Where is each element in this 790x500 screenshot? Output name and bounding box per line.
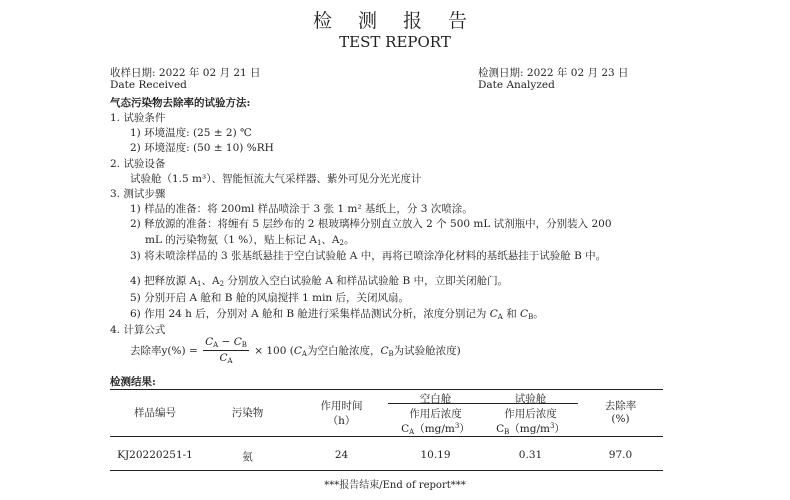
step-5: 5) 分别开启 A 舱和 B 舱的风扇搅拌 1 min 后，关闭风扇。 [130,292,410,304]
date-analyzed [478,65,629,80]
date-received-label-en: Date Received [110,79,187,91]
col-header-rate-unit: (%) [611,413,630,425]
formula: 去除率y(%) = $\frac{C_A - C_B}{C_A}$ × 100 ($C_A$为空白舱浓度，$C_B$为试验舱浓度) [130,336,461,365]
section-equipment-title: 2. 试验设备 [110,158,166,170]
step-3: 3) 将未喷涂样品的 3 张基纸悬挂于空白试验舱 A 中，再将已喷涂净化材料的基纸悬挂于试验舱 B 中。 [130,250,607,262]
col-header-time: 作用时间 [320,400,363,412]
condition-temperature: 1) 环境温度: (25 ± 2) ℃ [130,127,252,139]
formula-fraction: $\frac{C_A - C_B}{C_A}$ [205,336,247,365]
report-title-cn: 检 测 报 告 [312,10,478,32]
col-header-sample-id: 样品编号 [134,407,176,419]
step-6: 6) 作用 24 h 后，分别对 A 舱和 B 舱进行采集样品测试分析，浓度分别记为 $C_A$ 和 $C_B$。 [130,308,544,321]
date-analyzed-value: 2022 年 02 月 23 日 [526,67,629,79]
section-formula-title: 4. 计算公式 [110,324,166,336]
table-top-rule [110,389,663,390]
results-heading: 检测结果: [110,376,156,388]
cell-time: 24 [334,449,349,461]
table-header-rule [110,436,663,437]
date-analyzed-label-en: Date Analyzed [478,79,555,91]
col-header-rate: 去除率 [604,400,637,412]
cell-removal-rate: 97.0 [608,449,633,461]
date-analyzed-label: 检测日期: [478,67,524,79]
section-conditions-title: 1. 试验条件 [110,112,166,124]
col-header-blank-unit: $C_A(mg/m^3)$ [401,422,470,436]
cell-blank-conc: 10.19 [420,449,451,461]
step-2-line1: 2) 释放源的准备：将缠有 5 层纱布的 2 根玻璃棒分别直立放入 2 个 500 mL 试剂瓶中，分别装入 200 [130,218,612,230]
date-received [110,65,261,80]
cell-pollutant: 氨 [242,451,253,463]
col-header-test-sub: 作用后浓度 [504,408,557,420]
col-header-test: 试验舱 [514,393,547,405]
section-steps-title: 3. 测试步骤 [110,188,166,200]
report-title-en: TEST REPORT [339,33,451,51]
col-header-pollutant: 污染物 [231,407,264,419]
formula-prefix: 去除率y(%) = [130,345,198,357]
equipment-list: 试验舱（1.5 m³）、智能恒流大气采样器、紫外可见分光光度计 [130,173,422,185]
date-received-value: 2022 年 02 月 21 日 [158,67,261,79]
condition-humidity: 2) 环境湿度: (50 ± 10) %RH [130,142,274,154]
col-header-blank-sub: 作用后浓度 [409,408,462,420]
cell-test-conc: 0.31 [518,449,543,461]
table-bottom-rule [110,470,663,471]
col-header-time-unit: （h） [327,415,356,427]
date-received-label: 收样日期: [110,67,156,79]
col-header-test-unit: $C_B(mg/m^3)$ [496,422,565,436]
end-of-report: ***报告结束/End of report*** [324,480,466,491]
col-header-blank: 空白舱 [419,393,452,405]
cell-sample-id: KJ20220251-1 [117,449,193,461]
step-2-line2: mL 的污染物氨（1 %），贴上标记 $A_1$、$A_2$。 [145,234,355,247]
step-1: 1) 样品的准备：将 200ml 样品喷涂于 3 张 1 m² 基纸上，分 3 次喷涂。 [130,203,473,215]
method-heading: 气态污染物去除率的试验方法: [110,97,251,109]
step-4: 4) 把释放源 $A_1$、$A_2$ 分别放入空白试验舱 A 和样品试验舱 B 中，立即关闭舱门。 [130,275,509,288]
